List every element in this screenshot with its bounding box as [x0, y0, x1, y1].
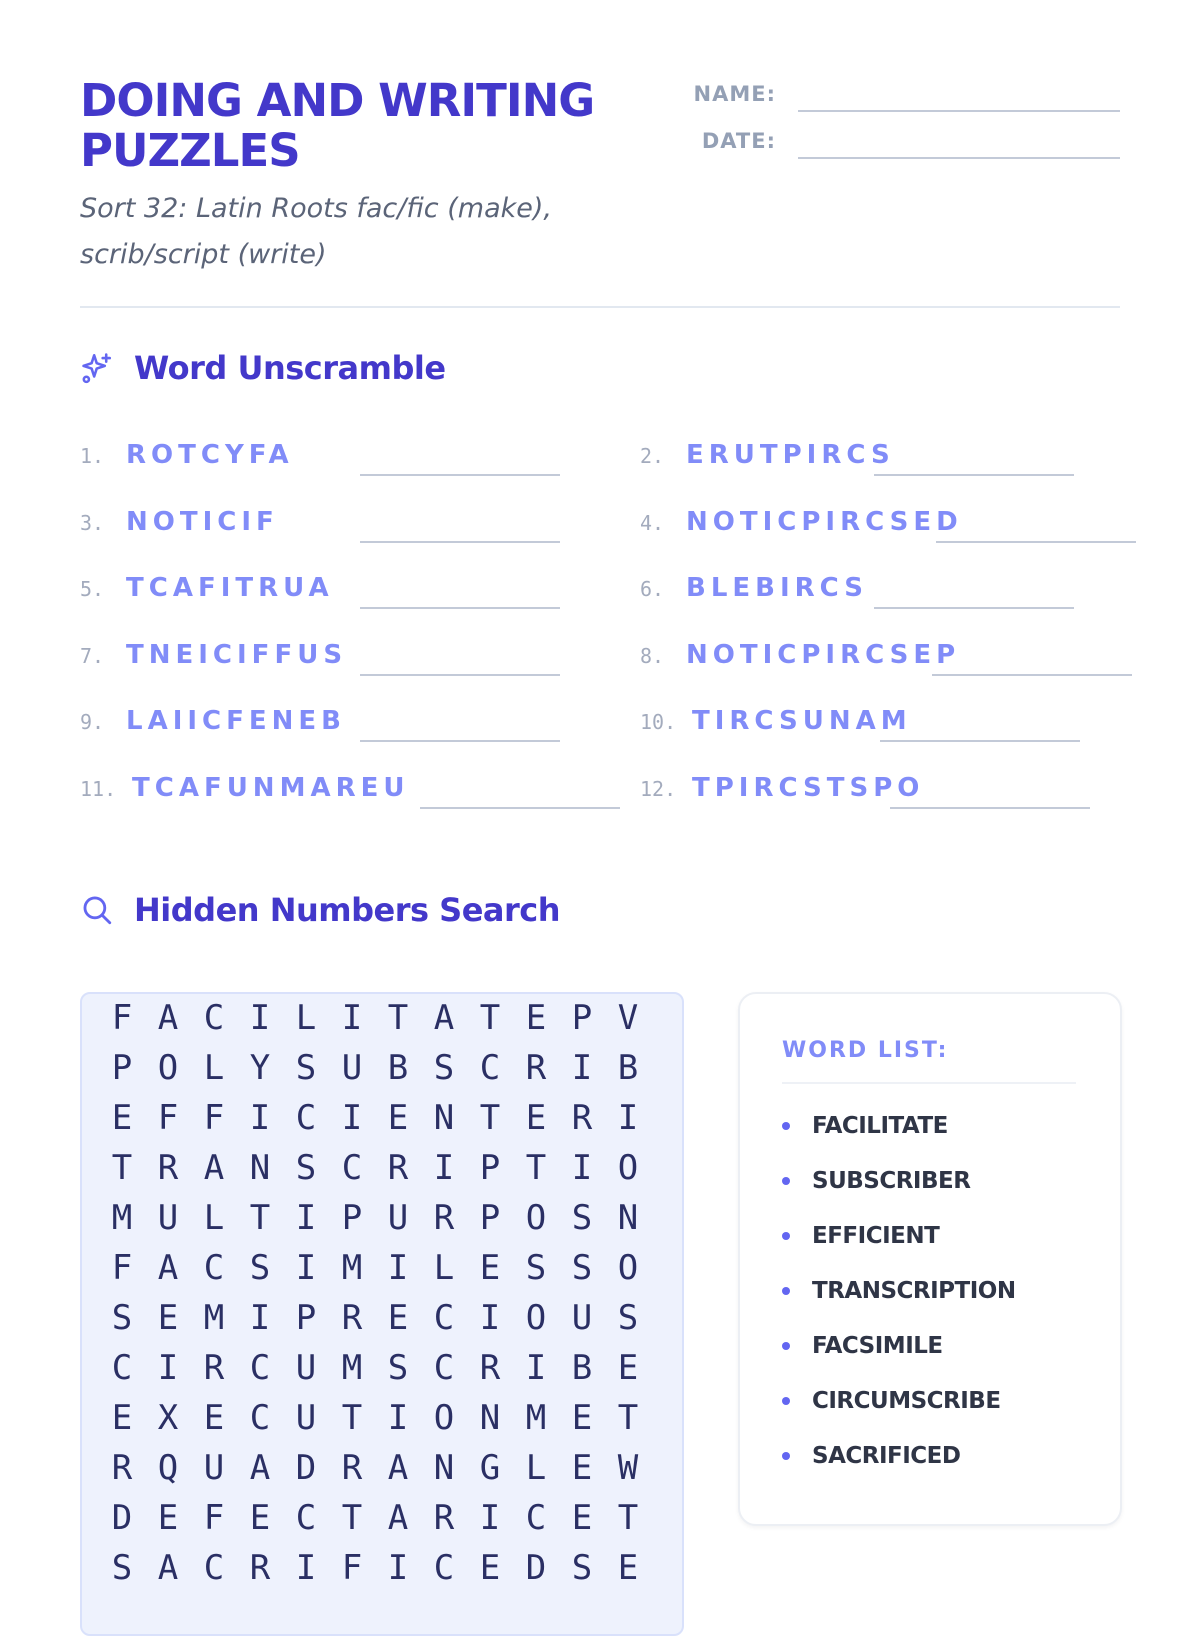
grid-letter[interactable]: T [341, 1398, 363, 1438]
bullet-icon [782, 1397, 790, 1405]
word-list-divider [782, 1082, 1076, 1084]
grid-letter[interactable]: C [203, 1248, 225, 1288]
grid-letter[interactable]: E [617, 1348, 639, 1388]
grid-letter[interactable]: I [433, 1148, 455, 1188]
grid-letter[interactable]: R [111, 1448, 133, 1488]
grid-letter[interactable]: E [203, 1398, 225, 1438]
grid-letter[interactable]: N [433, 1098, 455, 1138]
grid-letter[interactable]: E [525, 1098, 547, 1138]
grid-letter[interactable]: P [479, 1198, 501, 1238]
grid-letter[interactable]: R [525, 1048, 547, 1088]
grid-letter[interactable]: C [433, 1298, 455, 1338]
grid-letter[interactable]: I [341, 1098, 363, 1138]
grid-letter[interactable]: Q [157, 1448, 179, 1488]
grid-letter[interactable]: E [571, 1398, 593, 1438]
grid-letter[interactable]: T [525, 1148, 547, 1188]
grid-letter[interactable]: M [111, 1198, 133, 1238]
scrambled-word: NOTICPIRCSEP [686, 639, 961, 670]
grid-letter[interactable]: A [203, 1148, 225, 1188]
scrambled-word: NOTICIF [126, 506, 279, 537]
grid-letter[interactable]: A [157, 998, 179, 1038]
grid-letter[interactable]: C [203, 1548, 225, 1588]
grid-letter[interactable]: L [433, 1248, 455, 1288]
scrambled-word: BLEBIRCS [686, 573, 868, 603]
grid-letter[interactable]: S [617, 1298, 639, 1338]
grid-letter[interactable]: C [249, 1398, 271, 1438]
grid-letter[interactable]: B [571, 1348, 593, 1388]
grid-letter[interactable]: B [387, 1048, 409, 1088]
grid-letter[interactable]: G [479, 1448, 501, 1488]
grid-letter[interactable]: S [295, 1148, 317, 1188]
grid-letter[interactable]: S [111, 1548, 133, 1588]
date-line[interactable] [798, 157, 1120, 159]
grid-letter[interactable]: A [157, 1248, 179, 1288]
grid-letter[interactable]: T [617, 1498, 639, 1538]
grid-letter[interactable]: F [203, 1498, 225, 1538]
grid-letter[interactable]: M [341, 1248, 363, 1288]
grid-letter[interactable]: I [617, 1098, 639, 1138]
scrambled-word: TNEICIFFUS [126, 639, 348, 670]
grid-letter[interactable]: N [249, 1148, 271, 1188]
grid-letter[interactable]: O [617, 1248, 639, 1288]
grid-letter[interactable]: E [157, 1498, 179, 1538]
word-list-item [782, 1166, 970, 1196]
worksheet-page [80, 0, 1120, 1600]
grid-letter[interactable]: L [295, 998, 317, 1038]
grid-letter[interactable]: S [111, 1298, 133, 1338]
grid-letter[interactable]: E [111, 1098, 133, 1138]
grid-letter[interactable]: F [203, 1098, 225, 1138]
grid-letter[interactable]: T [479, 998, 501, 1038]
grid-letter[interactable]: R [433, 1498, 455, 1538]
grid-letter[interactable]: M [203, 1298, 225, 1338]
grid-letter[interactable]: E [479, 1548, 501, 1588]
word-list-word: SUBSCRIBER [812, 1168, 971, 1194]
grid-letter[interactable]: I [249, 1298, 271, 1338]
scrambled-word: LAIICFENEB [126, 706, 346, 736]
grid-letter[interactable]: A [157, 1548, 179, 1588]
bullet-icon [782, 1452, 790, 1460]
date-field[interactable] [680, 125, 1120, 165]
grid-letter[interactable]: C [111, 1348, 133, 1388]
grid-letter[interactable]: L [525, 1448, 547, 1488]
grid-letter[interactable]: C [295, 1098, 317, 1138]
scrambled-word: TIRCSUNAM [692, 706, 912, 736]
unscramble-item-number: 8. [640, 643, 665, 668]
grid-letter[interactable]: C [525, 1498, 547, 1538]
grid-letter[interactable]: P [479, 1148, 501, 1188]
word-list-title: WORD LIST: [782, 1038, 949, 1063]
grid-letter[interactable]: T [387, 998, 409, 1038]
word-list-item [782, 1111, 948, 1141]
grid-letter[interactable]: R [387, 1148, 409, 1188]
grid-letter[interactable]: I [249, 998, 271, 1038]
grid-letter[interactable]: U [387, 1198, 409, 1238]
grid-letter[interactable]: W [617, 1448, 639, 1488]
grid-letter[interactable]: I [479, 1298, 501, 1338]
scrambled-word: TCAFITRUA [126, 573, 334, 603]
grid-letter[interactable]: A [249, 1448, 271, 1488]
sparkles-icon [80, 351, 114, 385]
grid-letter[interactable]: S [387, 1348, 409, 1388]
scrambled-word: TPIRCSTSPO [692, 772, 925, 803]
grid-letter[interactable]: R [203, 1348, 225, 1388]
grid-letter[interactable]: F [111, 998, 133, 1038]
grid-letter[interactable]: I [249, 1098, 271, 1138]
grid-letter[interactable]: E [617, 1548, 639, 1588]
name-field[interactable] [680, 78, 1120, 118]
unscramble-item-number: 7. [80, 643, 105, 668]
grid-letter[interactable]: R [571, 1098, 593, 1138]
scrambled-word: NOTICPIRCSED [686, 506, 963, 537]
unscramble-item-number: 2. [640, 444, 665, 468]
unscramble-item-number: 10. [640, 710, 677, 734]
answer-line[interactable] [360, 740, 560, 742]
grid-letter[interactable]: S [525, 1248, 547, 1288]
answer-line[interactable] [936, 541, 1136, 543]
grid-letter[interactable]: E [571, 1448, 593, 1488]
answer-line[interactable] [360, 607, 560, 609]
word-list-item [782, 1441, 960, 1471]
grid-letter[interactable]: P [571, 998, 593, 1038]
word-list-card [738, 992, 1122, 1526]
grid-letter[interactable]: I [571, 1048, 593, 1088]
unscramble-item-number: 5. [80, 577, 105, 601]
answer-line[interactable] [874, 607, 1074, 609]
word-search-grid [80, 992, 684, 1636]
grid-letter[interactable]: P [295, 1298, 317, 1338]
grid-letter[interactable]: P [341, 1198, 363, 1238]
grid-letter[interactable]: C [249, 1348, 271, 1388]
grid-letter[interactable]: U [571, 1298, 593, 1338]
word-list-item [782, 1386, 1001, 1416]
unscramble-item-number: 4. [640, 510, 665, 535]
bullet-icon [782, 1342, 790, 1350]
grid-letter[interactable]: I [295, 1198, 317, 1238]
answer-line[interactable] [420, 807, 620, 809]
unscramble-item-number: 9. [80, 710, 105, 734]
word-list-word: FACILITATE [812, 1113, 948, 1139]
page-title: DOING AND WRITING PUZZLES [80, 74, 595, 177]
grid-letter[interactable]: U [295, 1348, 317, 1388]
word-list-item [782, 1276, 1016, 1306]
grid-letter[interactable]: S [571, 1198, 593, 1238]
word-list-word: SACRIFICED [812, 1443, 961, 1469]
grid-letter[interactable]: S [433, 1048, 455, 1088]
grid-letter[interactable]: C [479, 1048, 501, 1088]
answer-line[interactable] [874, 474, 1074, 476]
grid-letter[interactable]: C [295, 1498, 317, 1538]
grid-letter[interactable]: F [341, 1548, 363, 1588]
grid-letter[interactable]: R [249, 1548, 271, 1588]
grid-letter[interactable]: E [111, 1398, 133, 1438]
grid-letter[interactable]: R [479, 1348, 501, 1388]
name-line[interactable] [798, 110, 1120, 112]
grid-letter[interactable]: C [203, 998, 225, 1038]
answer-line[interactable] [360, 541, 560, 543]
bullet-icon [782, 1122, 790, 1130]
grid-letter[interactable]: S [295, 1048, 317, 1088]
grid-letter[interactable]: I [387, 1548, 409, 1588]
grid-letter[interactable]: A [433, 998, 455, 1038]
word-list-word: CIRCUMSCRIBE [812, 1388, 1001, 1414]
bullet-icon [782, 1177, 790, 1185]
grid-letter[interactable]: I [341, 998, 363, 1038]
search-heading [80, 888, 560, 932]
grid-letter[interactable]: T [111, 1148, 133, 1188]
grid-letter[interactable]: I [479, 1498, 501, 1538]
grid-letter[interactable]: T [479, 1098, 501, 1138]
grid-letter[interactable]: B [617, 1048, 639, 1088]
grid-letter[interactable]: U [157, 1198, 179, 1238]
unscramble-item-number: 11. [80, 776, 117, 801]
grid-letter[interactable]: F [157, 1098, 179, 1138]
grid-letter[interactable]: E [387, 1098, 409, 1138]
grid-letter[interactable]: E [525, 998, 547, 1038]
grid-letter[interactable]: I [295, 1548, 317, 1588]
grid-letter[interactable]: U [341, 1048, 363, 1088]
grid-letter[interactable]: T [249, 1198, 271, 1238]
grid-letter[interactable]: Y [249, 1048, 271, 1088]
grid-letter[interactable]: R [157, 1148, 179, 1188]
date-label: DATE: [701, 129, 776, 153]
name-label: NAME: [693, 82, 776, 106]
grid-letter[interactable]: R [341, 1298, 363, 1338]
grid-letter[interactable]: R [433, 1198, 455, 1238]
grid-letter[interactable]: E [249, 1498, 271, 1538]
grid-letter[interactable]: O [525, 1298, 547, 1338]
grid-letter[interactable]: I [571, 1148, 593, 1188]
grid-letter[interactable]: C [433, 1548, 455, 1588]
word-list-word: EFFICIENT [812, 1223, 940, 1249]
grid-letter[interactable]: D [295, 1448, 317, 1488]
unscramble-heading-text: Word Unscramble [134, 349, 446, 387]
grid-letter[interactable]: S [571, 1548, 593, 1588]
scrambled-word: ERUTPIRCS [686, 440, 895, 470]
grid-letter[interactable]: U [295, 1398, 317, 1438]
word-list-item [782, 1221, 939, 1251]
grid-letter[interactable]: A [387, 1498, 409, 1538]
unscramble-item-number: 12. [640, 776, 677, 801]
grid-letter[interactable]: U [203, 1448, 225, 1488]
grid-letter[interactable]: E [479, 1248, 501, 1288]
grid-letter[interactable]: N [617, 1198, 639, 1238]
grid-letter[interactable]: E [157, 1298, 179, 1338]
grid-letter[interactable]: I [295, 1248, 317, 1288]
grid-letter[interactable]: O [157, 1048, 179, 1088]
word-list-item [782, 1331, 943, 1361]
answer-line[interactable] [890, 807, 1090, 809]
search-icon [80, 893, 114, 927]
answer-line[interactable] [932, 674, 1132, 676]
unscramble-item-number: 3. [80, 510, 105, 535]
grid-letter[interactable]: O [433, 1398, 455, 1438]
answer-line[interactable] [360, 474, 560, 476]
grid-letter[interactable]: O [525, 1198, 547, 1238]
unscramble-item-number: 6. [640, 577, 665, 601]
grid-letter[interactable]: I [387, 1398, 409, 1438]
grid-letter[interactable]: V [617, 998, 639, 1038]
grid-letter[interactable]: I [387, 1248, 409, 1288]
grid-letter[interactable]: M [341, 1348, 363, 1388]
bullet-icon [782, 1287, 790, 1295]
grid-letter[interactable]: T [617, 1398, 639, 1438]
unscramble-item-number: 1. [80, 444, 105, 468]
answer-line[interactable] [360, 674, 560, 676]
grid-letter[interactable]: P [111, 1048, 133, 1088]
grid-letter[interactable]: L [203, 1198, 225, 1238]
grid-letter[interactable]: D [111, 1498, 133, 1538]
grid-letter[interactable]: N [479, 1398, 501, 1438]
word-list-word: TRANSCRIPTION [812, 1278, 1016, 1304]
grid-letter[interactable]: E [387, 1298, 409, 1338]
grid-letter[interactable]: F [111, 1248, 133, 1288]
grid-letter[interactable]: C [433, 1348, 455, 1388]
scrambled-word: ROTCYFA [126, 440, 294, 470]
grid-letter[interactable]: X [157, 1398, 179, 1438]
answer-line[interactable] [880, 740, 1080, 742]
search-heading-text: Hidden Numbers Search [134, 891, 561, 929]
grid-letter[interactable]: O [617, 1148, 639, 1188]
grid-letter[interactable]: E [571, 1498, 593, 1538]
header-divider [80, 306, 1120, 308]
grid-letter[interactable]: C [341, 1148, 363, 1188]
page-subtitle: Sort 32: Latin Roots fac/fic (make), scrib/script (write) [80, 193, 552, 270]
grid-letter[interactable]: T [341, 1498, 363, 1538]
grid-letter[interactable]: M [525, 1398, 547, 1438]
word-list-word: FACSIMILE [812, 1333, 943, 1359]
grid-letter[interactable]: R [341, 1448, 363, 1488]
grid-letter[interactable]: L [203, 1048, 225, 1088]
bullet-icon [782, 1232, 790, 1240]
scrambled-word: TCAFUNMAREU [132, 772, 410, 803]
unscramble-heading [80, 346, 446, 390]
grid-letter[interactable]: I [525, 1348, 547, 1388]
grid-letter[interactable]: A [387, 1448, 409, 1488]
grid-letter[interactable]: S [571, 1248, 593, 1288]
grid-letter[interactable]: S [249, 1248, 271, 1288]
grid-letter[interactable]: D [525, 1548, 547, 1588]
grid-letter[interactable]: I [157, 1348, 179, 1388]
grid-letter[interactable]: N [433, 1448, 455, 1488]
